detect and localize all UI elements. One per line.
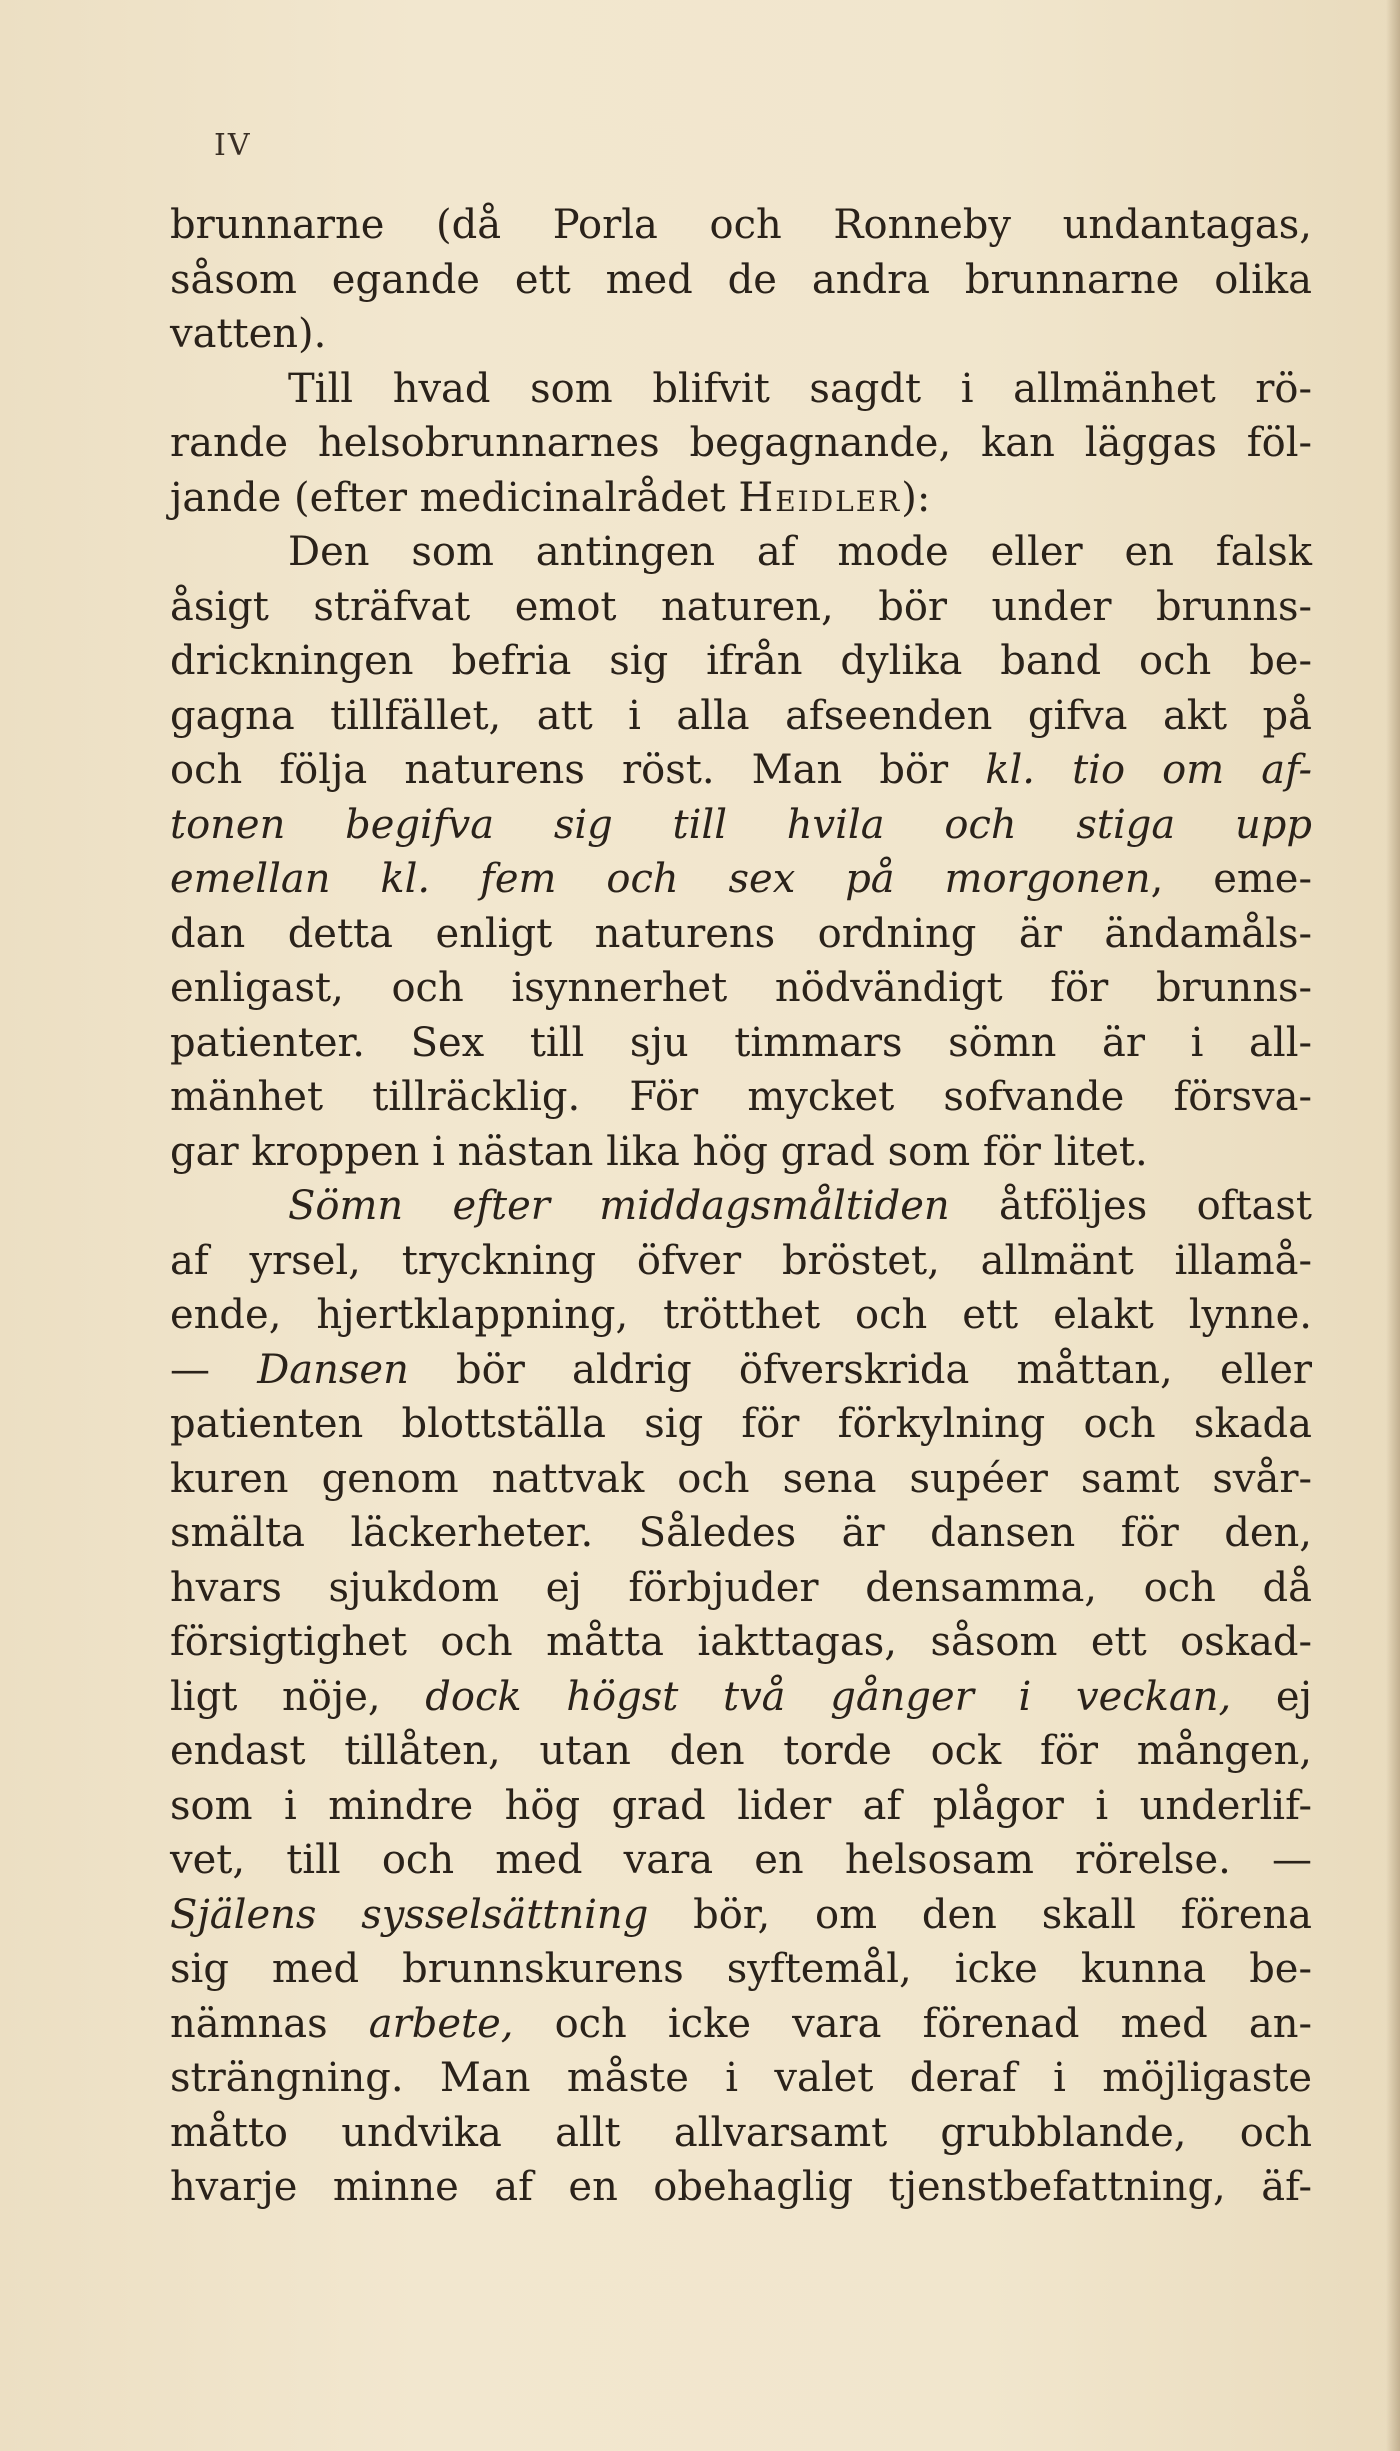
text-run: åtföljes oftast bbox=[949, 1183, 1313, 1229]
italic-run: dock högst två gånger i veckan, bbox=[425, 1673, 1232, 1720]
text-line: rande helsobrunnarnes begagnande, kan läggas föl- bbox=[170, 420, 1312, 466]
text-line: hvars sjukdom ej förbjuder densamma, och då bbox=[170, 1564, 1312, 1611]
text-run: ): bbox=[901, 474, 931, 521]
italic-run: tonen begifva sig till hvila och stiga upp bbox=[170, 801, 1312, 848]
text-run: ej bbox=[1231, 1673, 1312, 1720]
text-line: drickningen befria sig ifrån dylika band och be- bbox=[170, 638, 1312, 684]
text-line: dan detta enligt naturens ordning är ändamåls- bbox=[170, 910, 1312, 957]
text-line bbox=[170, 1179, 1312, 1234]
text-line: brunnarne (då Porla och Ronneby undantagas, bbox=[170, 202, 1312, 248]
text-line: försigtighet och måtta iakttagas, såsom ett oskad- bbox=[170, 1619, 1312, 1665]
text-run: nämnas bbox=[170, 2000, 369, 2047]
body-text bbox=[170, 198, 1312, 2215]
text-line: patienter. Sex till sju timmars sömn är i all- bbox=[170, 1019, 1312, 1066]
italic-run: arbete, bbox=[368, 2000, 514, 2047]
italic-run: Dansen bbox=[257, 1346, 409, 1393]
text-line bbox=[170, 1670, 1312, 1725]
text-line bbox=[170, 1343, 1312, 1398]
text-run: — bbox=[170, 1346, 258, 1393]
text-line: måtto undvika allt allvarsamt grubblande, och bbox=[170, 2109, 1312, 2156]
text-line: af yrsel, tryckning öfver bröstet, allmänt illamå- bbox=[170, 1237, 1312, 1284]
text-run: , eme- bbox=[1150, 856, 1312, 902]
text-run: och följa naturens röst. Man bör bbox=[170, 747, 986, 793]
text-run: bör aldrig öfverskrida måttan, eller bbox=[408, 1346, 1313, 1393]
italic-run: emellan kl. fem och sex på morgonen bbox=[170, 856, 1151, 902]
page-folio: IV bbox=[214, 128, 252, 163]
text-line: smälta läckerheter. Således är dansen för den, bbox=[170, 1510, 1312, 1556]
text-line: såsom egande ett med de andra brunnarne olika bbox=[170, 256, 1312, 303]
text-line: som i mindre hög grad lider af plågor i underlif- bbox=[170, 1782, 1312, 1829]
page-edge-shadow bbox=[1386, 0, 1400, 2451]
text-line bbox=[170, 798, 1312, 853]
text-line bbox=[170, 1888, 1312, 1943]
text-line: strängning. Man måste i valet deraf i möjligaste bbox=[170, 2055, 1312, 2101]
text-run: bör, om den skall förena bbox=[648, 1891, 1312, 1938]
text-line: gagna tillfället, att i alla afseenden gifva akt på bbox=[170, 692, 1312, 739]
text-line: enligast, och isynnerhet nödvändigt för brunns- bbox=[170, 965, 1312, 1011]
text-line: hvarje minne af en obehaglig tjenstbefattning, äf- bbox=[170, 2164, 1312, 2210]
italic-run: kl. tio om af- bbox=[985, 747, 1312, 793]
text-line: vatten). bbox=[170, 311, 327, 357]
text-line: endast tillåten, utan den torde ock för mången, bbox=[170, 1728, 1312, 1774]
italic-run: Själens sysselsättning bbox=[170, 1891, 649, 1938]
text-line bbox=[170, 471, 1312, 526]
text-line: patienten blottställa sig för förkylning och skada bbox=[170, 1401, 1312, 1447]
text-line: åsigt sträfvat emot naturen, bör under brunns- bbox=[170, 583, 1312, 630]
italic-run: Sömn efter middagsmåltiden bbox=[288, 1183, 950, 1229]
text-line bbox=[170, 852, 1312, 907]
author-name: Heidler bbox=[738, 474, 902, 521]
text-line bbox=[170, 1997, 1312, 2052]
text-run: och icke vara förenad med an- bbox=[513, 2000, 1313, 2047]
text-line: vet, till och med vara en helsosam rörelse. — bbox=[170, 1837, 1312, 1883]
text-line bbox=[170, 743, 1312, 798]
text-line: gar kroppen i nästan lika hög grad som för litet. bbox=[170, 1128, 1148, 1175]
text-line: Den som antingen af mode eller en falsk bbox=[288, 529, 1312, 575]
text-line: Till hvad som blifvit sagdt i allmänhet rö- bbox=[288, 365, 1312, 412]
text-line: mänhet tillräcklig. För mycket sofvande försva- bbox=[170, 1074, 1312, 1120]
text-run: ligt nöje, bbox=[170, 1673, 426, 1720]
text-line: ende, hjertklappning, trötthet och ett elakt lynne. bbox=[170, 1292, 1312, 1338]
text-line: sig med brunnskurens syftemål, icke kunna be- bbox=[170, 1946, 1312, 1992]
text-run: jande (efter medicinalrådet bbox=[170, 474, 739, 521]
text-line: kuren genom nattvak och sena supéer samt svår- bbox=[170, 1455, 1312, 1502]
